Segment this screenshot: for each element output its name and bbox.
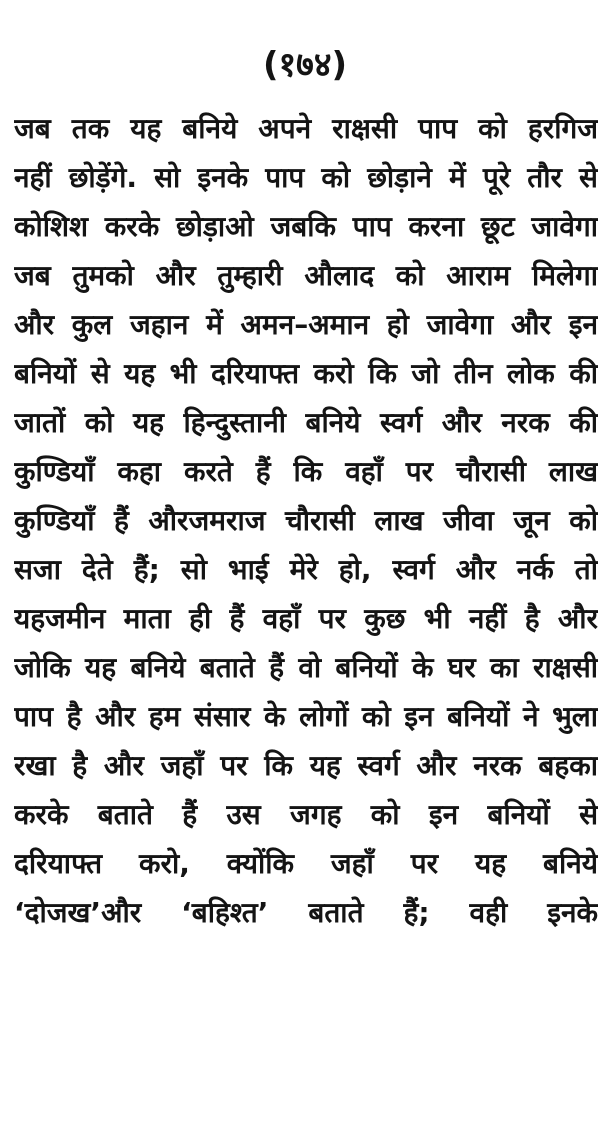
text-line: नहीं छोड़ेंगे. सो इनके पाप को छोड़ाने में पूरे तौर से bbox=[14, 161, 598, 194]
body-text bbox=[14, 104, 598, 937]
text-line: बनियों से यह भी दरियाफ्त करो कि जो तीन लोक की bbox=[14, 357, 598, 390]
text-line: पाप है और हम संसार के लोगों को इन बनियों ने भुला bbox=[14, 700, 598, 733]
text-line: कुण्डियाँ हैं औरजमराज चौरासी लाख जीवा जून को bbox=[14, 504, 598, 537]
text-line: जब तुमको और तुम्हारी औलाद को आराम मिलेगा bbox=[14, 259, 598, 292]
text-line: जब तक यह बनिये अपने राक्षसी पाप को हरगिज bbox=[14, 112, 598, 145]
text-line: जोकि यह बनिये बताते हैं वो बनियों के घर का राक्षसी bbox=[14, 651, 598, 684]
text-line: कोशिश करके छोड़ाओ जबकि पाप करना छूट जावेगा bbox=[14, 210, 598, 243]
text-line: ‘दोजख’और ‘बहिश्त’ बताते हैं; वही इनके bbox=[14, 896, 598, 929]
text-line: यहजमीन माता ही हैं वहाँ पर कुछ भी नहीं है और bbox=[14, 602, 598, 635]
text-line: जातों को यह हिन्दुस्तानी बनिये स्वर्ग और नरक की bbox=[14, 406, 598, 439]
text-line: करके बताते हैं उस जगह को इन बनियों से bbox=[14, 798, 598, 831]
text-line: रखा है और जहाँ पर कि यह स्वर्ग और नरक बहका bbox=[14, 749, 598, 782]
page-number: (१७४) bbox=[262, 45, 348, 85]
text-line: दरियाफ्त करो, क्योंकि जहाँ पर यह बनिये bbox=[14, 847, 598, 880]
text-line: सजा देते हैं; सो भाई मेरे हो, स्वर्ग और नर्क तो bbox=[14, 553, 598, 586]
text-line: और कुल जहान में अमन–अमान हो जावेगा और इन bbox=[14, 308, 598, 341]
text-line: कुण्डियाँ कहा करते हैं कि वहाँ पर चौरासी लाख bbox=[14, 455, 598, 488]
